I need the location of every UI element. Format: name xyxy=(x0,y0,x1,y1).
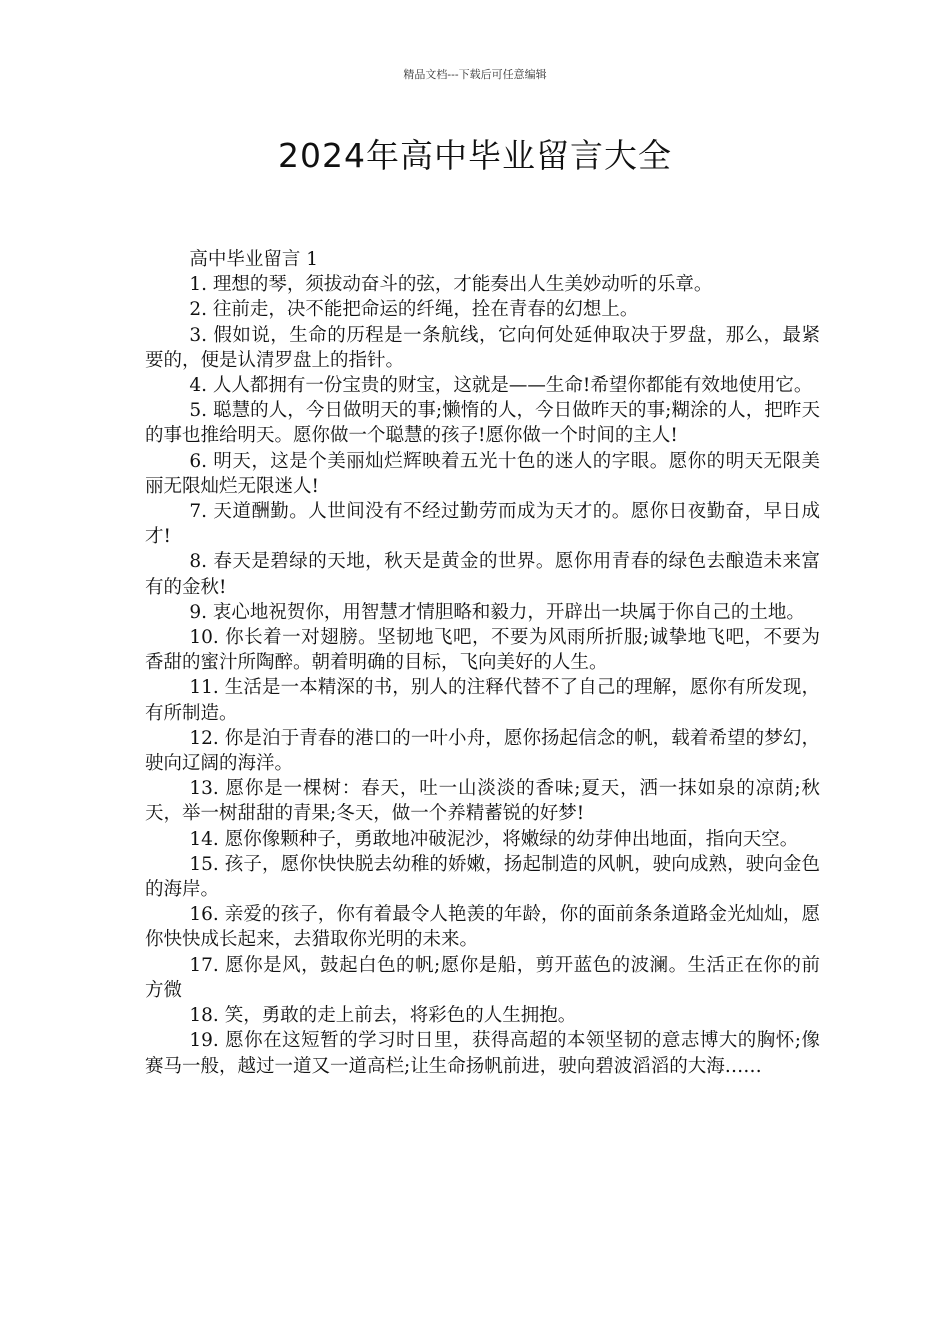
page-title: 2024年高中毕业留言大全 xyxy=(278,136,672,175)
list-item: 19. 愿你在这短暂的学习时日里，获得高超的本领坚韧的意志博大的胸怀;像赛马一般，越过一道又一道高栏;让生命扬帆前进，驶向碧波滔滔的大海…… xyxy=(145,1030,820,1077)
document-body xyxy=(145,247,820,1079)
list-item: 11. 生活是一本精深的书，别人的注释代替不了自己的理解，愿你有所发现，有所制造。 xyxy=(145,677,820,724)
list-item: 14. 愿你像颗种子，勇敢地冲破泥沙，将嫩绿的幼芽伸出地面，指向天空。 xyxy=(189,828,799,850)
list-item: 3. 假如说，生命的历程是一条航线，它向何处延伸取决于罗盘，那么，最紧要的，便是认清罗盘上的指针。 xyxy=(145,324,820,371)
list-item: 2. 往前走，决不能把命运的纤绳，拴在青春的幻想上。 xyxy=(189,299,639,321)
list-item: 4. 人人都拥有一份宝贵的财宝，这就是——生命!希望你都能有效地使用它。 xyxy=(189,375,813,397)
list-item: 18. 笑，勇敢的走上前去，将彩色的人生拥抱。 xyxy=(189,1005,577,1027)
list-item: 6. 明天，这是个美丽灿烂辉映着五光十色的迷人的字眼。愿你的明天无限美丽无限灿烂无限迷人! xyxy=(145,450,820,497)
header-note: 精品文档---下载后可任意编辑 xyxy=(403,68,547,81)
list-item: 5. 聪慧的人，今日做明天的事;懒惰的人，今日做昨天的事;糊涂的人，把昨天的事也推给明天。愿你做一个聪慧的孩子!愿你做一个时间的主人! xyxy=(145,400,820,447)
list-item: 17. 愿你是风，鼓起白色的帆;愿你是船，剪开蓝色的波澜。生活正在你的前方微 xyxy=(145,954,820,1001)
list-item: 12. 你是泊于青春的港口的一叶小舟，愿你扬起信念的帆，载着希望的梦幻，驶向辽阔的海洋。 xyxy=(145,727,820,775)
list-item: 15. 孩子，愿你快快脱去幼稚的娇嫩，扬起制造的风帆，驶向成熟，驶向金色的海岸。 xyxy=(145,853,820,901)
list-item: 1. 理想的琴，须拔动奋斗的弦，才能奏出人生美妙动听的乐章。 xyxy=(189,274,713,296)
list-item: 16. 亲爱的孩子，你有着最令人艳羡的年龄，你的面前条条道路金光灿灿，愿你快快成长起来，去猎取你光明的未来。 xyxy=(145,904,820,951)
list-item: 13. 愿你是一棵树：春天，吐一山淡淡的香味;夏天，洒一抹如泉的凉荫;秋天，举一树甜甜的青果;冬天，做一个养精蓄锐的好梦! xyxy=(145,778,820,825)
list-item: 7. 天道酬勤。人世间没有不经过勤劳而成为天才的。愿你日夜勤奋，早日成才! xyxy=(145,501,820,548)
list-item: 9. 衷心地祝贺你，用智慧才情胆略和毅力，开辟出一块属于你自己的土地。 xyxy=(189,601,805,623)
list-item: 8. 春天是碧绿的天地，秋天是黄金的世界。愿你用青春的绿色去酿造未来富有的金秋! xyxy=(145,551,820,598)
section-heading: 高中毕业留言 1 xyxy=(189,249,319,270)
list-item: 10. 你长着一对翅膀。坚韧地飞吧，不要为风雨所折服;诚挚地飞吧，不要为香甜的蜜汁所陶醉。朝着明确的目标，飞向美好的人生。 xyxy=(145,627,820,674)
